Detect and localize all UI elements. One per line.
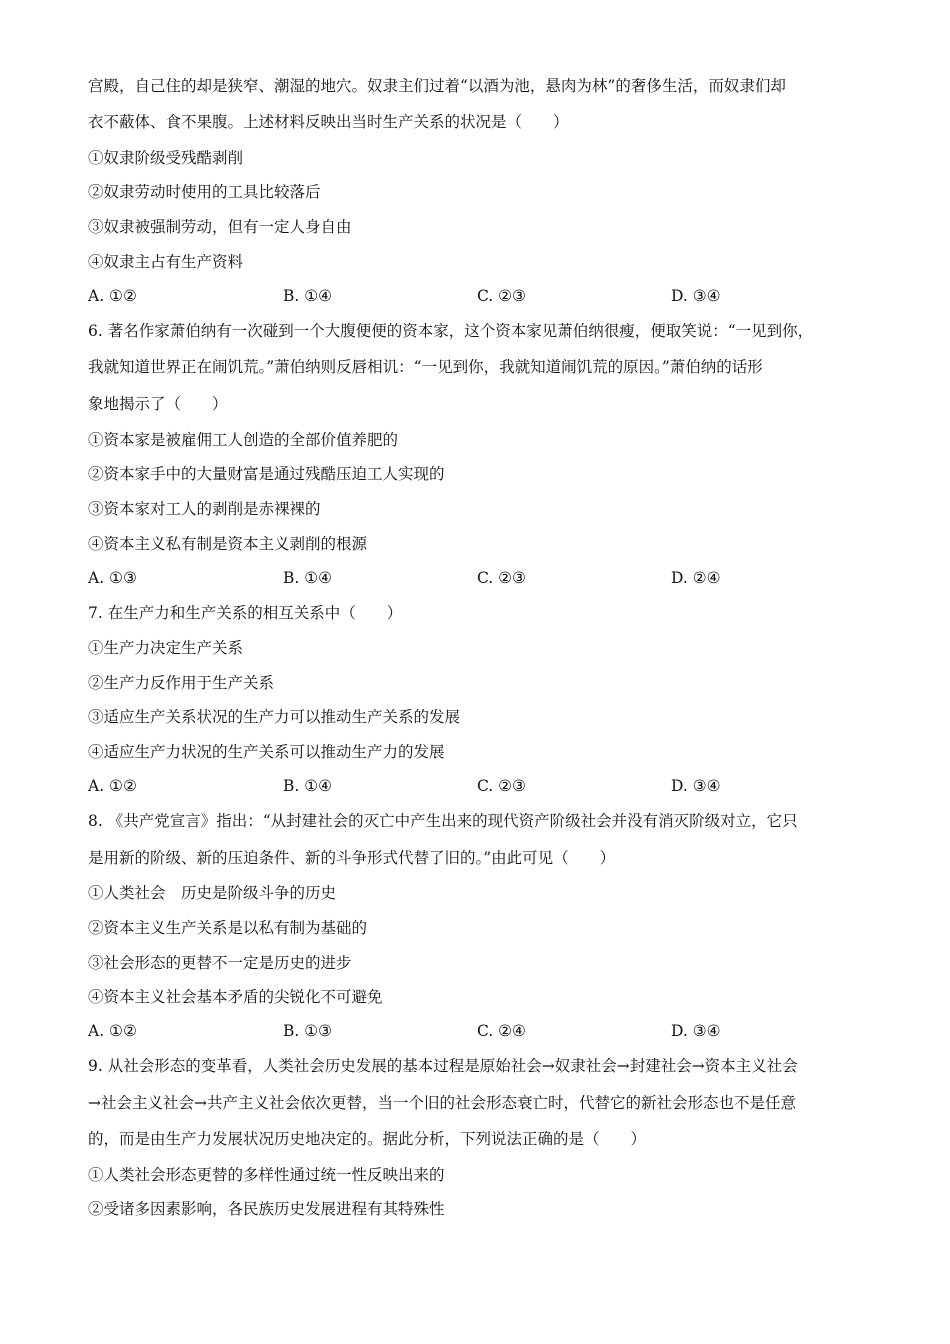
q8-item-1: ①人类社会 历史是阶级斗争的历史 <box>88 884 337 902</box>
q9-item-1: ①人类社会形态更替的多样性通过统一性反映出来的 <box>88 1166 445 1184</box>
q7-option-c: C. ②③ <box>477 777 526 795</box>
q9-stem-line-2: →社会主义社会→共产主义社会依次更替，当一个旧的社会形态衰亡时，代替它的新社会形态也不是任意 <box>88 1094 796 1112</box>
q7-option-d: D. ③④ <box>671 777 721 795</box>
q7-item-4: ④适应生产力状况的生产关系可以推动生产力的发展 <box>88 743 445 761</box>
q5-option-b: B. ①④ <box>283 287 333 305</box>
q7-item-3: ③适应生产关系状况的生产力可以推动生产关系的发展 <box>88 708 461 726</box>
q7-item-1: ①生产力决定生产关系 <box>88 639 244 657</box>
q7-option-a: A. ①② <box>88 777 137 795</box>
q5-item-4: ④奴隶主占有生产资料 <box>88 253 244 271</box>
q5-item-2: ②奴隶劳动时使用的工具比较落后 <box>88 183 321 201</box>
q8-item-3: ③社会形态的更替不一定是历史的进步 <box>88 954 352 972</box>
q8-option-c: C. ②④ <box>477 1022 526 1040</box>
q6-stem-line-3: 象地揭示了（ ） <box>88 395 228 413</box>
q5-item-3: ③奴隶被强制劳动，但有一定人身自由 <box>88 218 352 236</box>
q6-stem-line-1: 6. 著名作家萧伯纳有一次碰到一个大腹便便的资本家，这个资本家见萧伯纳很瘦，便取笑说：“一见到你， <box>88 322 814 340</box>
q8-option-a: A. ①② <box>88 1022 137 1040</box>
q5-option-c: C. ②③ <box>477 287 526 305</box>
q7-option-b: B. ①④ <box>283 777 333 795</box>
q6-option-b: B. ①④ <box>283 569 333 587</box>
q6-option-c: C. ②③ <box>477 569 526 587</box>
q9-item-2: ②受诸多因素影响，各民族历史发展进程有其特殊性 <box>88 1200 445 1218</box>
q5-option-a: A. ①② <box>88 287 137 305</box>
q5-item-1: ①奴隶阶级受残酷剥削 <box>88 149 244 167</box>
q9-stem-line-3: 的，而是由生产力发展状况历史地决定的。据此分析，下列说法正确的是（ ） <box>88 1130 647 1148</box>
q8-option-b: B. ①③ <box>283 1022 333 1040</box>
q8-stem-line-2: 是用新的阶级、新的压迫条件、新的斗争形式代替了旧的。”由此可见（ ） <box>88 849 616 867</box>
q7-stem-line-1: 7. 在生产力和生产关系的相互关系中（ ） <box>88 604 403 622</box>
q7-item-2: ②生产力反作用于生产关系 <box>88 674 275 692</box>
q6-item-2: ②资本家手中的大量财富是通过残酷压迫工人实现的 <box>88 465 445 483</box>
q5-stem-line-2: 衣不蔽体、食不果腹。上述材料反映出当时生产关系的状况是（ ） <box>88 113 569 131</box>
q6-item-1: ①资本家是被雇佣工人创造的全部价值养肥的 <box>88 431 399 449</box>
q6-stem-line-2: 我就知道世界正在闹饥荒。”萧伯纳则反唇相讥：“一见到你，我就知道闹饥荒的原因。”萧伯纳的话形 <box>88 358 763 376</box>
q8-item-4: ④资本主义社会基本矛盾的尖锐化不可避免 <box>88 988 383 1006</box>
q9-stem-line-1: 9. 从社会形态的变革看，人类社会历史发展的基本过程是原始社会→奴隶社会→封建社会→资本主义社会 <box>88 1057 798 1075</box>
q8-stem-line-1: 8. 《共产党宣言》指出：“从封建社会的灭亡中产生出来的现代资产阶级社会并没有消灭阶级对立，它只 <box>88 812 798 830</box>
q6-option-d: D. ②④ <box>671 569 721 587</box>
q5-stem-line-1: 宫殿，自己住的却是狭窄、潮湿的地穴。奴隶主们过着“以酒为池，悬肉为林”的奢侈生活，而奴隶们却 <box>88 77 786 95</box>
q5-option-d: D. ③④ <box>671 287 721 305</box>
q6-option-a: A. ①③ <box>88 569 137 587</box>
q6-item-4: ④资本主义私有制是资本主义剥削的根源 <box>88 535 368 553</box>
q6-item-3: ③资本家对工人的剥削是赤裸裸的 <box>88 500 321 518</box>
q8-item-2: ②资本主义生产关系是以私有制为基础的 <box>88 919 368 937</box>
q8-option-d: D. ③④ <box>671 1022 721 1040</box>
